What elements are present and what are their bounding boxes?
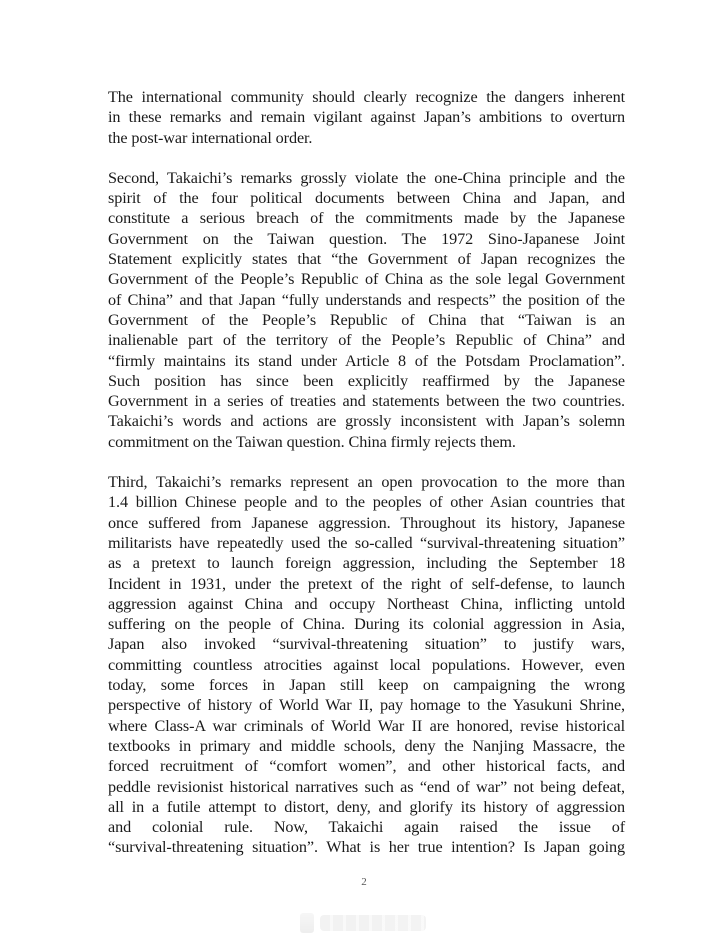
text-line: “firmly maintains its stand under Article 8 of the Potsdam Proclamation”. [108, 351, 625, 370]
paragraph-third-point [108, 472, 625, 858]
text-line: Second, Takaichi’s remarks grossly violate the one-China principle and the [108, 168, 625, 187]
text-line: commitment on the Taiwan question. China firmly rejects them. [108, 432, 516, 451]
paragraph-intro-conclusion [108, 87, 625, 148]
text-line: of China” and that Japan “fully understands and respects” the position of the [108, 290, 625, 309]
text-line: The international community should clearly recognize the dangers inherent [108, 88, 625, 106]
text-line: “survival-threatening situation”. What is her true intention? Is Japan going [108, 838, 625, 857]
text-line: Government of the People’s Republic of China as the sole legal Government [108, 270, 625, 289]
text-line: as a pretext to launch foreign aggression, including the September 18 [108, 554, 625, 573]
text-line: Government in a series of treaties and statements between the two countries. [108, 392, 625, 411]
text-line: Such position has since been explicitly reaffirmed by the Japanese [108, 371, 625, 390]
document-body [108, 87, 625, 878]
text-line: committing countless atrocities against local populations. However, even [108, 655, 625, 674]
text-line: today, some forces in Japan still keep on campaigning the wrong [108, 676, 625, 695]
text-line: forced recruitment of “comfort women”, and other historical facts, and [108, 757, 625, 776]
text-line: and colonial rule. Now, Takaichi again raised the issue of [108, 818, 625, 837]
text-line: in these remarks and remain vigilant against Japan’s ambitions to overturn [108, 108, 625, 127]
text-line: Takaichi’s words and actions are grossly inconsistent with Japan’s solemn [108, 412, 625, 431]
blurred-watermark [300, 912, 426, 934]
text-line: Japan also invoked “survival-threatening situation” to justify wars, [108, 635, 625, 654]
text-line: spirit of the four political documents between China and Japan, and [108, 189, 625, 208]
text-line: Statement explicitly states that “the Government of Japan recognizes the [108, 250, 625, 269]
text-line: constitute a serious breach of the commitments made by the Japanese [108, 209, 625, 228]
text-line: Government on the Taiwan question. The 1972 Sino-Japanese Joint [108, 229, 625, 248]
text-line: textbooks in primary and middle schools, deny the Nanjing Massacre, the [108, 736, 625, 755]
text-line: Incident in 1931, under the pretext of the right of self-defense, to launch [108, 574, 625, 593]
text-line: where Class-A war criminals of World War II are honored, revise historical [108, 716, 625, 735]
text-line: inalienable part of the territory of the People’s Republic of China” and [108, 331, 625, 350]
text-line: all in a futile attempt to distort, deny, and glorify its history of aggression [108, 797, 625, 816]
page-number: 2 [361, 876, 367, 888]
text-line: militarists have repeatedly used the so-called “survival-threatening situation” [108, 533, 625, 552]
text-line: perspective of history of World War II, pay homage to the Yasukuni Shrine, [108, 696, 625, 715]
text-line: Government of the People’s Republic of China that “Taiwan is an [108, 310, 625, 329]
text-line: 1.4 billion Chinese people and to the peoples of other Asian countries that [108, 493, 625, 512]
paragraph-second-point [108, 168, 625, 452]
text-line: once suffered from Japanese aggression. Throughout its history, Japanese [108, 513, 625, 532]
text-line: peddle revisionist historical narratives such as “end of war” not being defeat, [108, 777, 625, 796]
text-line: Third, Takaichi’s remarks represent an open provocation to the more than [108, 473, 625, 492]
watermark-logo-icon [300, 913, 314, 933]
text-line: suffering on the people of China. During its colonial aggression in Asia, [108, 615, 625, 634]
text-line: aggression against China and occupy Northeast China, inflicting untold [108, 594, 625, 613]
text-line: the post-war international order. [108, 128, 313, 147]
watermark-text-blurred [320, 915, 426, 931]
